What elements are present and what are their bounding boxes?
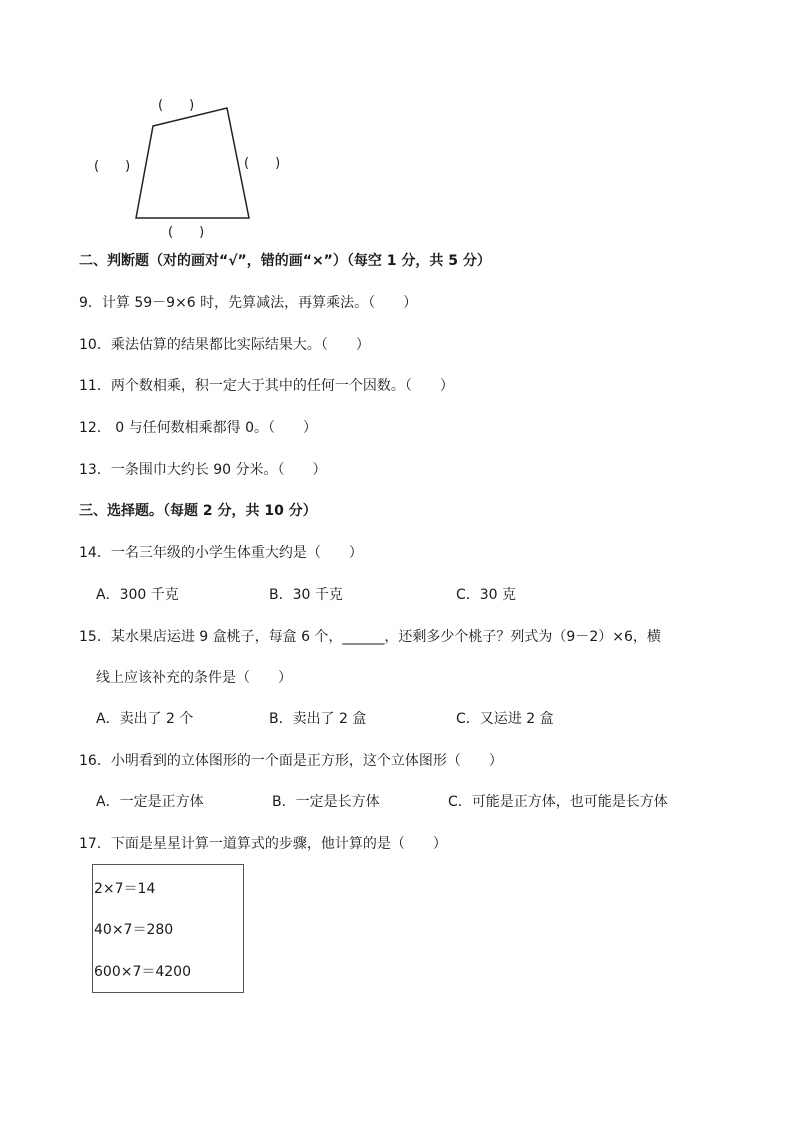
question-12: 12． 0 与任何数相乘都得 0。（ ） <box>79 420 317 436</box>
figure-label-top: ( ) <box>158 98 195 113</box>
calc-step-2: 40×7＝280 <box>94 922 174 938</box>
question-9: 9．计算 59－9×6 时，先算减法，再算乘法。（ ） <box>79 295 418 311</box>
calc-step-3: 600×7＝4200 <box>94 964 191 980</box>
q15-option-b: B．卖出了 2 盒 <box>269 711 367 727</box>
question-17: 17．下面是星星计算一道算式的步骤，他计算的是（ ） <box>79 836 447 852</box>
figure-label-bottom: ( ) <box>168 225 205 240</box>
question-16: 16．小明看到的立体图形的一个面是正方形，这个立体图形（ ） <box>79 753 503 769</box>
q15-option-a: A．卖出了 2 个 <box>96 711 194 727</box>
q16-option-b: B．一定是长方体 <box>272 794 380 810</box>
q14-option-b: B．30 千克 <box>269 587 343 603</box>
question-15-line2: 线上应该补充的条件是（ ） <box>96 670 292 686</box>
section2-heading: 二、判断题（对的画对“√”，错的画“×”）（每空 1 分，共 5 分） <box>79 253 491 269</box>
figure-label-right: ( ) <box>244 156 281 171</box>
q14-option-c: C．30 克 <box>456 587 517 603</box>
question-10: 10．乘法估算的结果都比实际结果大。（ ） <box>79 337 370 353</box>
question-11: 11．两个数相乘，积一定大于其中的任何一个因数。（ ） <box>79 378 454 394</box>
q15-option-c: C．又运进 2 盒 <box>456 711 554 727</box>
question-14: 14．一名三年级的小学生体重大约是（ ） <box>79 545 363 561</box>
q16-option-a: A．一定是正方体 <box>96 794 204 810</box>
q16-option-c: C．可能是正方体，也可能是长方体 <box>448 794 668 810</box>
section3-heading: 三、选择题。（每题 2 分，共 10 分） <box>79 503 317 519</box>
question-13: 13．一条围巾大约长 90 分米。（ ） <box>79 462 327 478</box>
question-15-line1: 15．某水果店运进 9 盒桃子，每盒 6 个，______，还剩多少个桃子？列式为（9－2）×6，横 <box>79 629 661 645</box>
calculation-steps-box <box>92 864 244 993</box>
q14-option-a: A．300 千克 <box>96 587 179 603</box>
figure-label-left: ( ) <box>94 159 131 174</box>
quadrilateral-shape <box>136 108 249 218</box>
calc-step-1: 2×7＝14 <box>94 881 156 897</box>
